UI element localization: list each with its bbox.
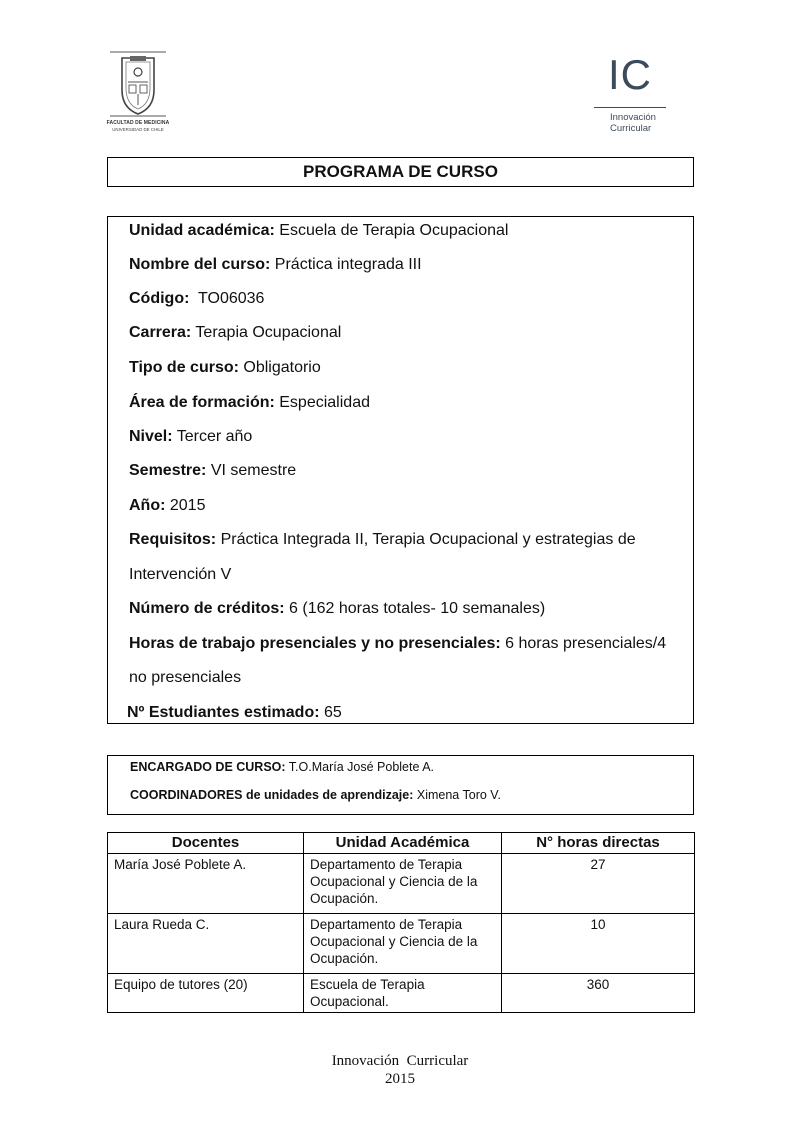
field-label: COORDINADORES de unidades de aprendizaje: [130,788,414,802]
unidad-line: Ocupacional. [310,994,389,1009]
horas-cell: 27 [502,854,695,914]
unidad-line: Ocupación. [310,891,379,906]
field-label: Número de créditos: [129,600,285,617]
field-label: Unidad académica: [129,222,275,239]
field-label: Carrera: [129,324,192,341]
field-value: Terapia Ocupacional [191,324,342,341]
horas-trabajo [129,634,666,654]
field-value: Práctica integrada III [270,256,422,273]
ic-monogram: IC [608,51,652,98]
field-value: Escuela de Terapia Ocupacional [274,222,509,239]
table-row [108,854,695,914]
page-title: PROGRAMA DE CURSO [107,157,694,187]
encargado-curso [130,760,434,774]
requisitos-cont: Intervención V [129,566,232,583]
unidad-academica [129,221,508,241]
column-header: Unidad Académica [304,833,502,854]
logo-rule [594,107,666,108]
unidad-line: Ocupación. [310,951,379,966]
facultad-medicina-logo [108,50,168,138]
logo-text-2: Curricular [610,123,652,134]
unidad-line: Ocupacional y Ciencia de la [310,874,478,889]
crest-icon [108,50,168,118]
horas-cell: 10 [502,914,695,974]
field-label: Nombre del curso: [129,256,271,273]
docente-cell: Equipo de tutores (20) [108,974,304,1013]
field-value: TO06036 [189,290,265,307]
field-value: Obligatorio [238,359,321,376]
coordinadores [130,788,501,802]
anio [129,496,205,516]
field-value: Especialidad [274,394,370,411]
field-label: Nº Estudiantes estimado: [127,704,320,721]
nombre-curso [129,255,422,275]
unidad-cell [304,974,502,1013]
field-value: VI semestre [206,462,297,479]
innovacion-curricular-logo [594,52,670,136]
requisitos [129,530,636,550]
numero-creditos [129,599,545,619]
tipo-curso [129,358,321,378]
field-label: Nivel: [129,428,173,445]
docente-cell: María José Poblete A. [108,854,304,914]
nivel [129,427,252,447]
field-label: ENCARGADO DE CURSO: [130,760,286,774]
field-value: Práctica Integrada II, Terapia Ocupacional y estrategias de [216,531,636,548]
field-label: Área de formación: [129,394,275,411]
column-header: Docentes [108,833,304,854]
unidad-line: Departamento de Terapia [310,857,463,872]
unidad-cell [304,914,502,974]
docente-cell: Laura Rueda C. [108,914,304,974]
field-label: Código: [129,290,190,307]
logo-text-1: Innovación [610,112,656,123]
course-info-box [107,216,694,724]
estudiantes-estimado [127,703,342,723]
page-footer [0,1052,800,1088]
logo-caption-2: UNIVERSIDAD DE CHILE [112,127,164,132]
unidad-line: Ocupacional y Ciencia de la [310,934,478,949]
field-value: 2015 [165,497,206,514]
table-row [108,974,695,1013]
field-value: T.O.María José Poblete A. [285,760,435,774]
field-label: Horas de trabajo presenciales y no presenciales: [129,635,501,652]
field-value: Tercer año [172,428,253,445]
table-header-row [108,833,695,854]
area-formacion [129,393,370,413]
table-row [108,914,695,974]
semestre [129,461,296,481]
footer-line-1: Innovación Curricular [331,1053,469,1069]
encargado-box [107,755,694,815]
field-value: Ximena Toro V. [413,788,501,802]
unidad-line: Escuela de Terapia [310,977,425,992]
unidad-cell [304,854,502,914]
codigo [129,289,264,309]
field-label: Requisitos: [129,531,217,548]
horas-trabajo-cont: no presenciales [129,669,242,686]
carrera [129,323,341,343]
field-value: 6 horas presenciales/4 [500,635,667,652]
field-label: Año: [129,497,166,514]
unidad-line: Departamento de Terapia [310,917,463,932]
horas-cell: 360 [502,974,695,1013]
field-label: Tipo de curso: [129,359,239,376]
footer-line-2: 2015 [385,1071,415,1087]
field-value: 6 (162 horas totales- 10 semanales) [284,600,546,617]
logo-caption-1: FACULTAD DE MEDICINA [106,120,170,126]
field-value: 65 [319,704,342,721]
field-label: Semestre: [129,462,207,479]
docentes-table [107,832,695,1013]
column-header: N° horas directas [502,833,695,854]
